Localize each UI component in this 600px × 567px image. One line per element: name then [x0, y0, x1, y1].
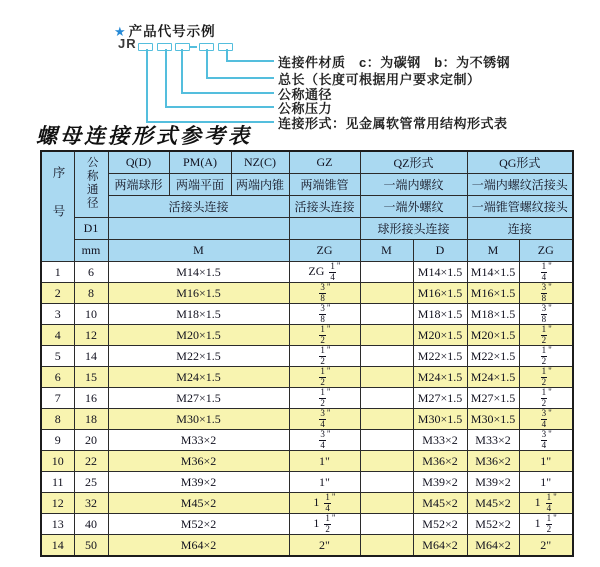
table-cell: M64×2 — [108, 535, 289, 557]
table-cell: M33×2 — [108, 430, 289, 451]
table-row — [41, 451, 573, 472]
table-row — [41, 472, 573, 493]
header-union-gz: 活接头连接 — [289, 196, 360, 218]
header-mm: mm — [74, 240, 108, 262]
table-title: 螺母连接形式参考表 — [36, 124, 252, 148]
table-row — [41, 325, 573, 346]
header-d1: D1 — [74, 218, 108, 240]
header-sub-qd: 两端球形 — [108, 174, 169, 196]
table-cell: ZG $\frac{1}{4}$ " — [289, 262, 360, 283]
table-cell: $\frac{1}{2}$ " — [289, 388, 360, 409]
table-cell: $\frac{1}{2}$ " — [519, 346, 573, 367]
table-cell: M52×2 — [467, 514, 519, 535]
table-cell: M36×2 — [467, 451, 519, 472]
leader-line — [146, 49, 148, 121]
table-cell: 40 — [74, 514, 108, 535]
table-cell: 14 — [74, 346, 108, 367]
table-cell: M20×1.5 — [108, 325, 289, 346]
leader-line — [165, 106, 274, 108]
table-cell: 9 — [41, 430, 74, 451]
table-cell: 5 — [41, 346, 74, 367]
table-cell: 12 — [74, 325, 108, 346]
table-cell: 1 $\frac{1}{2}$ " — [289, 514, 360, 535]
table-cell: 1 $\frac{1}{4}$ " — [519, 493, 573, 514]
table-cell: 25 — [74, 472, 108, 493]
header-group-qg: QG形式 — [467, 151, 573, 174]
table-body — [41, 262, 573, 557]
table-cell: 18 — [74, 409, 108, 430]
table-cell: 7 — [41, 388, 74, 409]
header-ball-joint-qz: 球形接头连接 — [360, 218, 467, 240]
table-cell: 1" — [519, 451, 573, 472]
table-cell: 1 $\frac{1}{4}$ " — [289, 493, 360, 514]
header-unit-qg-m: M — [467, 240, 519, 262]
table-cell: 14 — [41, 535, 74, 557]
table-cell: $\frac{3}{4}$ " — [289, 430, 360, 451]
code-dash — [190, 46, 197, 48]
header-seq: 序号 — [41, 151, 74, 262]
code-label-pressure: 公称压力 — [278, 101, 333, 116]
table-cell: M16×1.5 — [467, 283, 519, 304]
table-cell — [360, 262, 413, 283]
table-cell — [360, 283, 413, 304]
table-cell: $\frac{3}{4}$ " — [519, 409, 573, 430]
table-cell — [360, 304, 413, 325]
nut-connection-table — [40, 150, 574, 557]
table-cell: M14×1.5 — [108, 262, 289, 283]
table-cell: $\frac{1}{2}$ " — [289, 325, 360, 346]
table-cell: 22 — [74, 451, 108, 472]
table-row — [41, 430, 573, 451]
table-cell: M39×2 — [108, 472, 289, 493]
table-cell — [360, 367, 413, 388]
table-cell: M22×1.5 — [413, 346, 467, 367]
header-blank-left — [108, 218, 289, 240]
table-cell: M36×2 — [108, 451, 289, 472]
table-row — [41, 346, 573, 367]
table-header — [41, 151, 573, 262]
table-cell: M24×1.5 — [467, 367, 519, 388]
table-cell: $\frac{3}{8}$ " — [519, 283, 573, 304]
table-cell: M18×1.5 — [413, 304, 467, 325]
table-cell: M14×1.5 — [413, 262, 467, 283]
code-label-length: 总长（长度可根据用户要求定制） — [278, 72, 481, 87]
table-cell — [360, 346, 413, 367]
table-cell: M64×2 — [413, 535, 467, 557]
leader-line — [206, 49, 208, 77]
header-sub-pma: 两端平面 — [169, 174, 231, 196]
table-cell: $\frac{1}{2}$ " — [519, 367, 573, 388]
table-cell: M39×2 — [413, 472, 467, 493]
table-cell: M39×2 — [467, 472, 519, 493]
header-group-qd: Q(D) — [108, 151, 169, 174]
table-cell: 15 — [74, 367, 108, 388]
table-cell: M45×2 — [413, 493, 467, 514]
leader-line — [165, 49, 167, 106]
table-cell — [360, 325, 413, 346]
table-cell: 8 — [74, 283, 108, 304]
code-box-3 — [175, 43, 190, 51]
table-cell: M22×1.5 — [467, 346, 519, 367]
table-cell: 32 — [74, 493, 108, 514]
table-cell: 3 — [41, 304, 74, 325]
table-cell: $\frac{1}{2}$ " — [289, 346, 360, 367]
table-cell: $\frac{3}{8}$ " — [289, 304, 360, 325]
table-cell: M30×1.5 — [413, 409, 467, 430]
table-cell: M52×2 — [108, 514, 289, 535]
table-cell: 20 — [74, 430, 108, 451]
table-cell: 4 — [41, 325, 74, 346]
table-cell: M45×2 — [108, 493, 289, 514]
table-cell: $\frac{1}{2}$ " — [519, 325, 573, 346]
table-cell: 8 — [41, 409, 74, 430]
header-unit-qz-m: M — [360, 240, 413, 262]
table-cell — [360, 409, 413, 430]
table-cell: 2 — [41, 283, 74, 304]
table-cell: M27×1.5 — [108, 388, 289, 409]
table-row — [41, 367, 573, 388]
table-cell: 11 — [41, 472, 74, 493]
table-cell: M45×2 — [467, 493, 519, 514]
table-cell: M27×1.5 — [413, 388, 467, 409]
table-cell: M52×2 — [413, 514, 467, 535]
table-cell: $\frac{1}{2}$ " — [289, 367, 360, 388]
table-cell — [360, 514, 413, 535]
header-sub-gz: 两端锥管 — [289, 174, 360, 196]
table-cell: 10 — [74, 304, 108, 325]
header-unit-qz-d: D — [413, 240, 467, 262]
header-ext-thread-qz: 一端外螺纹 — [360, 196, 467, 218]
leader-line — [181, 92, 274, 94]
star-icon: ★ — [114, 24, 127, 39]
table-cell: M36×2 — [413, 451, 467, 472]
table-row — [41, 304, 573, 325]
table-cell: $\frac{3}{8}$ " — [519, 304, 573, 325]
header-sub-qg: 一端内螺纹活接头 — [467, 174, 573, 196]
table-cell: 1 $\frac{1}{2}$ " — [519, 514, 573, 535]
table-row — [41, 388, 573, 409]
header-group-qz: QZ形式 — [360, 151, 467, 174]
table-row — [41, 493, 573, 514]
table-cell: 12 — [41, 493, 74, 514]
header-sub-nzc: 两端内锥 — [231, 174, 289, 196]
table-cell: M33×2 — [467, 430, 519, 451]
table-cell: M14×1.5 — [467, 262, 519, 283]
table-cell: M20×1.5 — [467, 325, 519, 346]
table-cell — [360, 430, 413, 451]
header-unit-m: M — [108, 240, 289, 262]
table-cell: 1" — [289, 472, 360, 493]
code-label-material: 连接件材质 c：为碳钢 b：为不锈钢 — [278, 55, 511, 70]
header-unit-zg: ZG — [289, 240, 360, 262]
header-group-pma: PM(A) — [169, 151, 231, 174]
table-cell: $\frac{1}{4}$ " — [519, 262, 573, 283]
header-taper-joint-qg: 一端锥管螺纹接头 — [467, 196, 573, 218]
table-cell: M33×2 — [413, 430, 467, 451]
leader-line — [226, 49, 228, 60]
table-row — [41, 262, 573, 283]
leader-line — [181, 49, 183, 92]
header-union-left: 活接头连接 — [108, 196, 289, 218]
table-cell: 13 — [41, 514, 74, 535]
code-label-connection: 连接形式：见金属软管常用结构形式表 — [278, 116, 508, 131]
table-row — [41, 535, 573, 557]
table-cell: M18×1.5 — [108, 304, 289, 325]
table-cell: M30×1.5 — [108, 409, 289, 430]
table-cell: M22×1.5 — [108, 346, 289, 367]
table-cell: M16×1.5 — [413, 283, 467, 304]
table-cell: M30×1.5 — [467, 409, 519, 430]
table-cell — [360, 472, 413, 493]
table-cell — [360, 451, 413, 472]
header-sub-qz: 一端内螺纹 — [360, 174, 467, 196]
leader-line — [206, 77, 274, 79]
table-cell: 2" — [289, 535, 360, 557]
table-cell: M16×1.5 — [108, 283, 289, 304]
table-cell: 6 — [74, 262, 108, 283]
header-unit-qg-zg: ZG — [519, 240, 573, 262]
header-blank-gz — [289, 218, 360, 240]
table-cell: 1" — [519, 472, 573, 493]
leader-line — [226, 60, 274, 62]
table-cell — [360, 535, 413, 557]
table-cell: 10 — [41, 451, 74, 472]
table-cell: M24×1.5 — [413, 367, 467, 388]
header-bore: 公称通径 — [74, 151, 108, 218]
table-cell: 6 — [41, 367, 74, 388]
table-cell: M24×1.5 — [108, 367, 289, 388]
header-group-gz: GZ — [289, 151, 360, 174]
table-cell: M18×1.5 — [467, 304, 519, 325]
table-row — [41, 409, 573, 430]
table-cell: M27×1.5 — [467, 388, 519, 409]
table-row — [41, 283, 573, 304]
table-cell: 2" — [519, 535, 573, 557]
table-cell: 16 — [74, 388, 108, 409]
diagram-title-text: 产品代号示例 — [128, 24, 216, 39]
code-label-bore: 公称通径 — [278, 87, 333, 102]
table-cell: 50 — [74, 535, 108, 557]
table-row — [41, 514, 573, 535]
header-group-nzc: NZ(C) — [231, 151, 289, 174]
table-cell: M64×2 — [467, 535, 519, 557]
code-prefix: JR — [118, 36, 137, 51]
table-cell: 1 — [41, 262, 74, 283]
table-cell: 1" — [289, 451, 360, 472]
product-code-diagram — [0, 0, 600, 130]
table-cell: M20×1.5 — [413, 325, 467, 346]
table-cell: $\frac{3}{8}$ " — [289, 283, 360, 304]
table-cell: $\frac{1}{2}$ " — [519, 388, 573, 409]
table-cell: $\frac{3}{4}$ " — [519, 430, 573, 451]
table-cell: $\frac{3}{4}$ " — [289, 409, 360, 430]
table-cell — [360, 493, 413, 514]
table-cell — [360, 388, 413, 409]
header-connect-qg: 连接 — [467, 218, 573, 240]
